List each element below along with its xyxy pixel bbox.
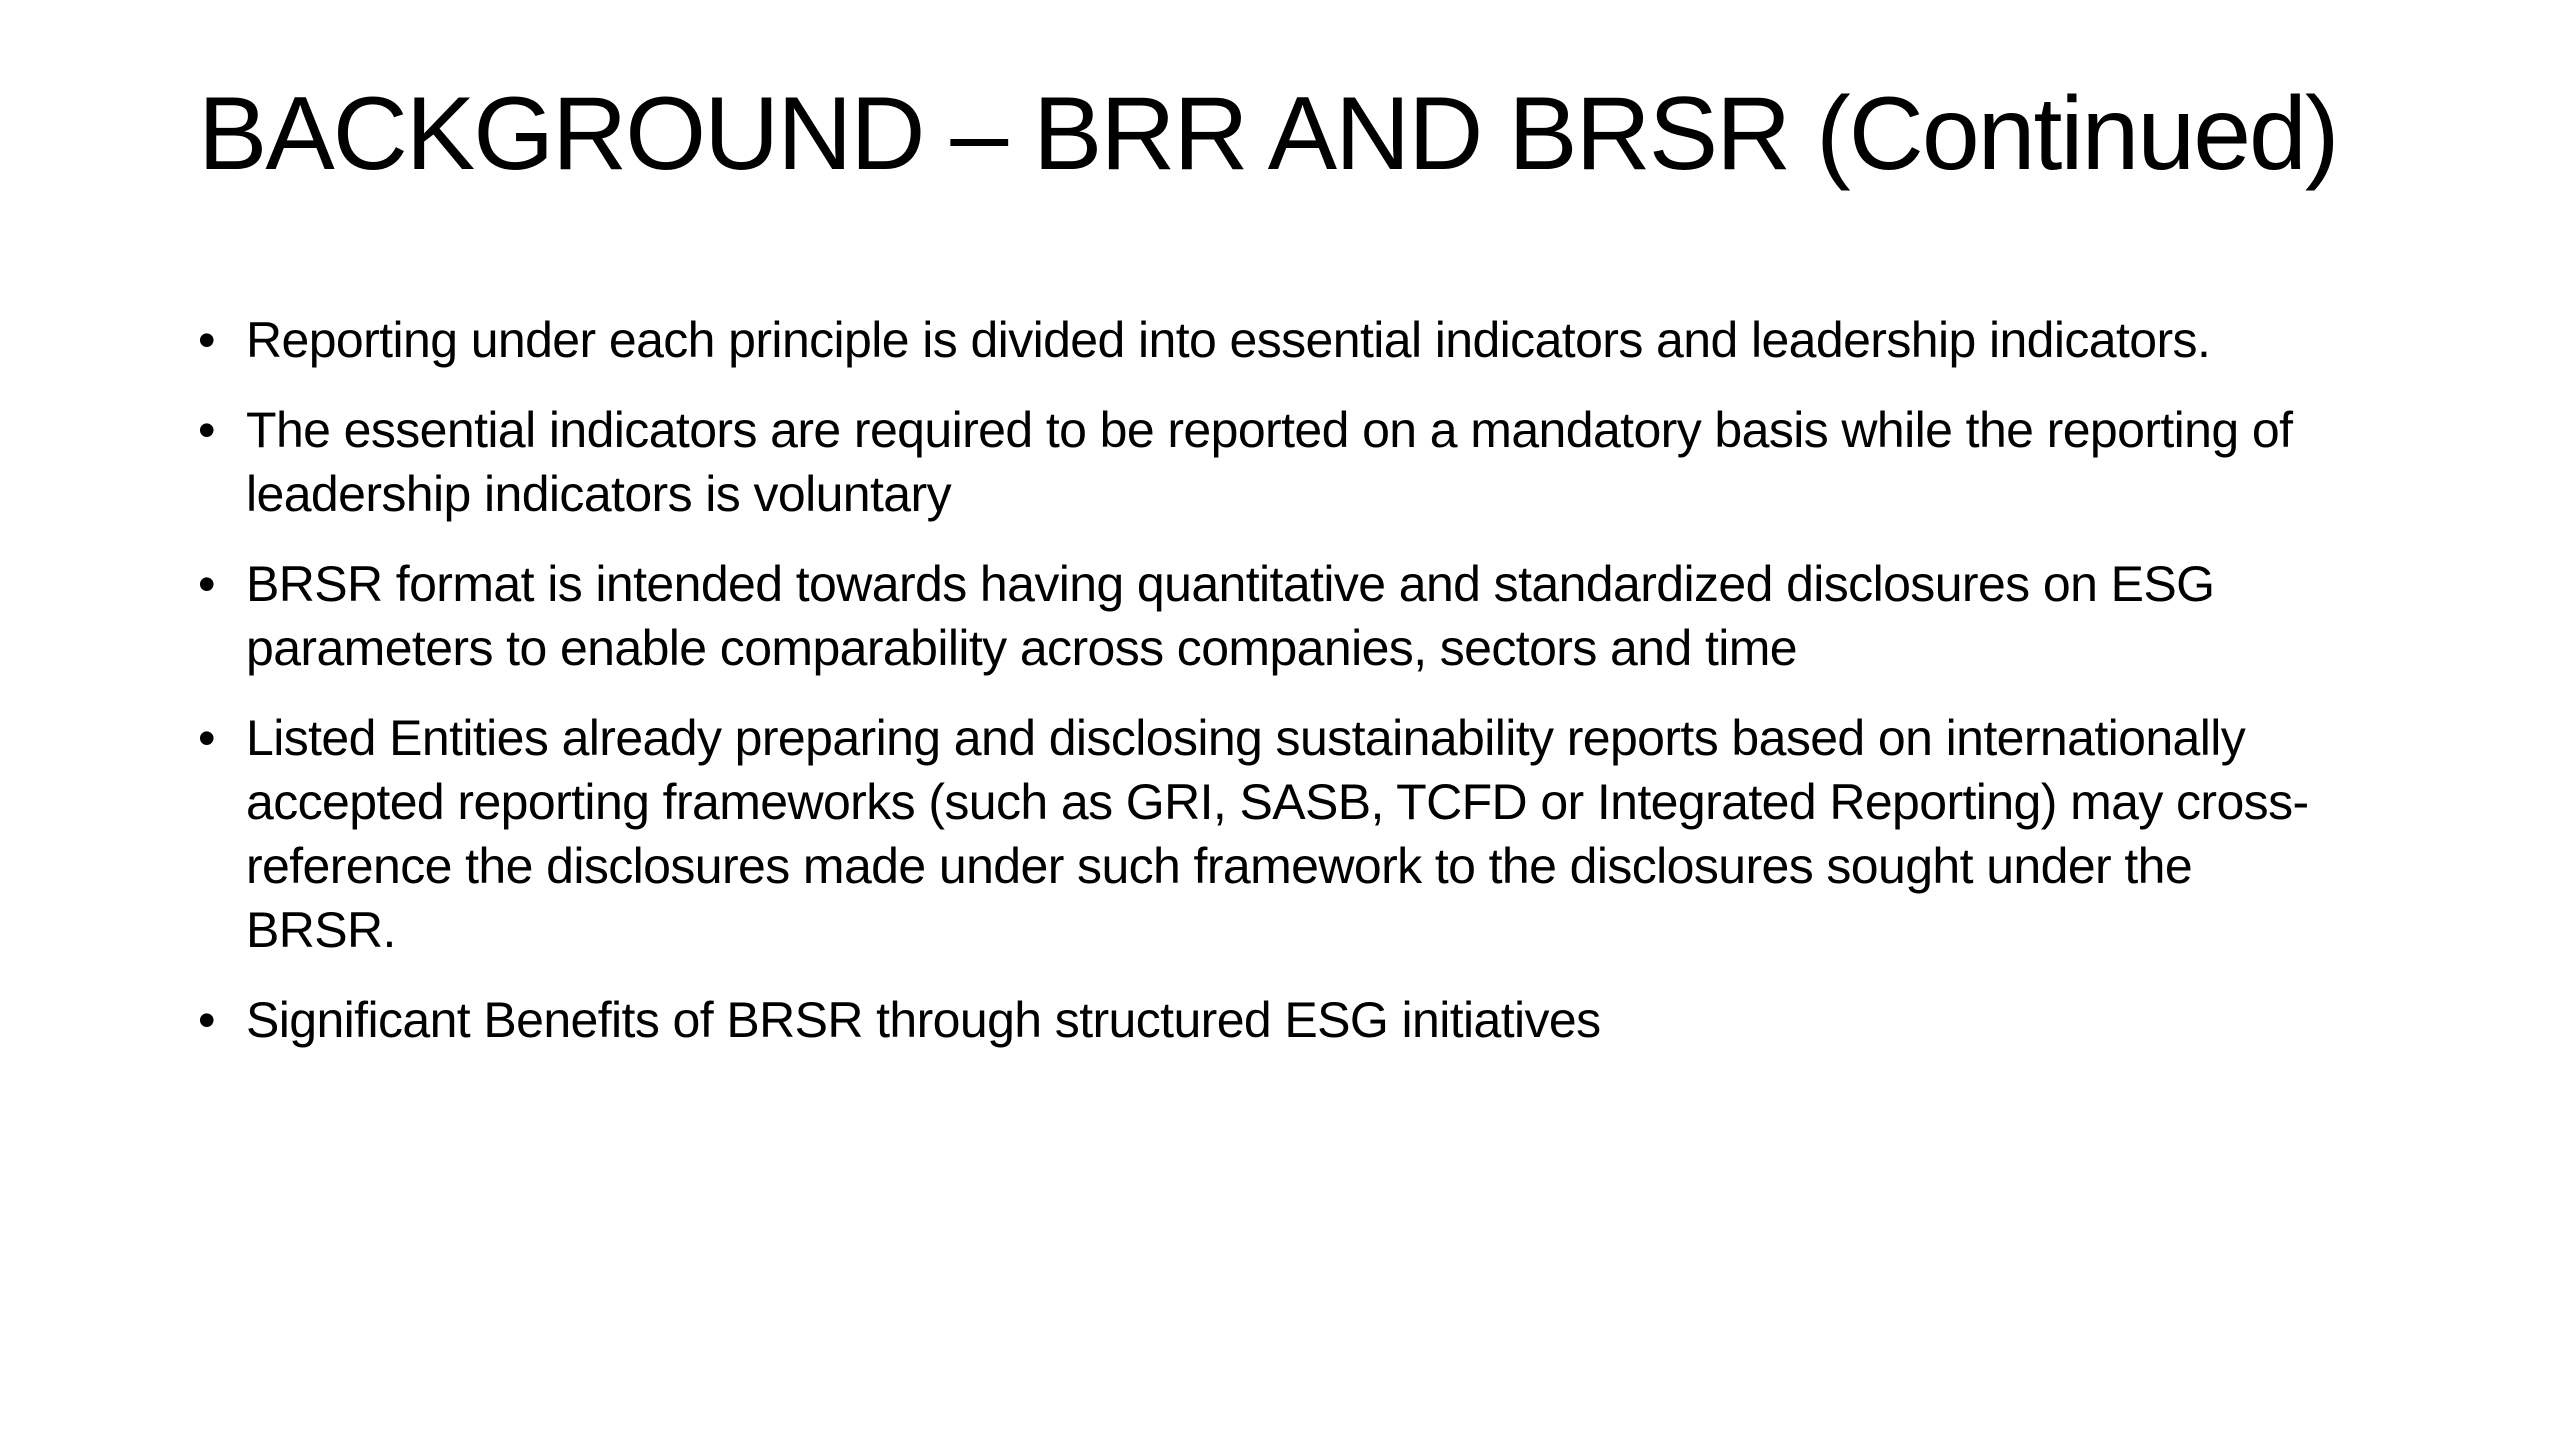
bullet-text: Listed Entities already preparing and disclosing sustainability reports based on internationally accepted reporting frameworks (such as GRI, SASB, TCFD or Integrated Reporting) may cross-reference the disclosures made under such framework to the disclosures sought under the BRSR. — [246, 710, 2309, 958]
bullet-dot: • — [198, 556, 215, 612]
bullet-dot: • — [198, 402, 215, 458]
bullet-item-listed-entities — [198, 706, 2348, 962]
bullet-dot: • — [198, 710, 215, 766]
bullet-item-significant-benefits — [198, 988, 2348, 1052]
bullet-dot: • — [198, 312, 215, 368]
bullet-text: Significant Benefits of BRSR through structured ESG initiatives — [246, 992, 1601, 1048]
bullet-text: BRSR format is intended towards having quantitative and standardized disclosures on ESG parameters to enable comparability across companies, sectors and time — [246, 556, 2215, 676]
bullet-text: The essential indicators are required to be reported on a mandatory basis while the reporting of leadership indicators is voluntary — [246, 402, 2293, 522]
slide-title: BACKGROUND – BRR AND BRSR (Continued) — [198, 76, 2338, 192]
bullet-item-essential-leadership — [198, 308, 2348, 372]
bullet-dot: • — [198, 992, 215, 1048]
bullet-text: Reporting under each principle is divided into essential indicators and leadership indicators. — [246, 312, 2211, 368]
bullet-item-mandatory-voluntary — [198, 398, 2348, 526]
bullet-item-brsr-format — [198, 552, 2348, 680]
bullet-list — [198, 308, 2348, 1078]
